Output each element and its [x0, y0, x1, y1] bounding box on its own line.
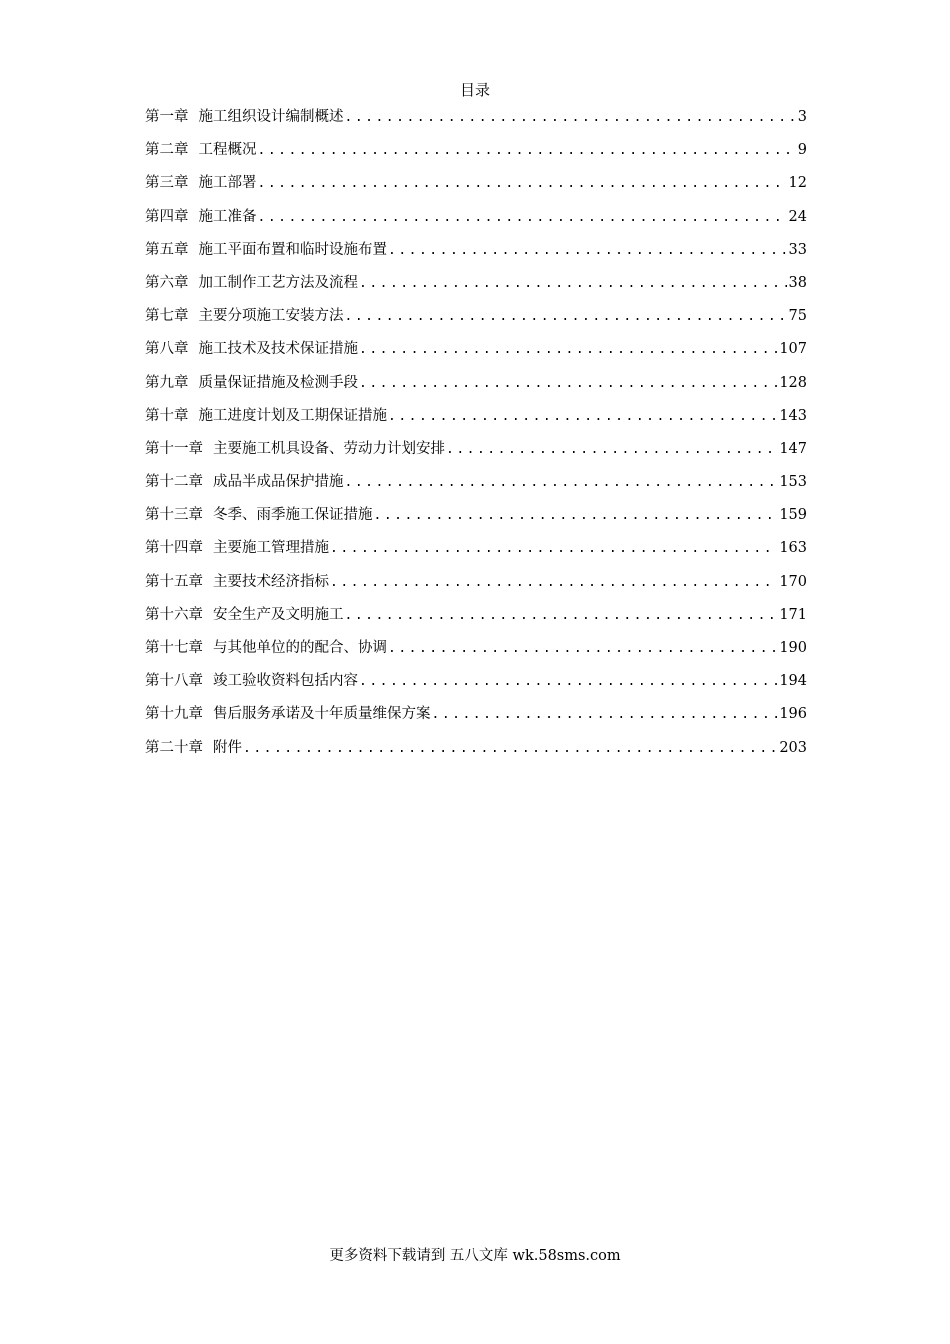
toc-page-number: 190	[779, 640, 807, 656]
toc-chapter-label: 第七章	[145, 308, 189, 325]
toc-entry[interactable]	[145, 206, 807, 239]
toc-page-number: 159	[779, 507, 807, 524]
toc-chapter-label: 第四章	[145, 208, 189, 225]
toc-entry-title: 主要分项施工安装方法	[198, 308, 344, 325]
toc-title: 目录	[459, 81, 490, 99]
toc-entry-title: 质量保证措施及检测手段	[198, 374, 358, 391]
toc-entry[interactable]	[145, 372, 807, 405]
toc-leader-dots	[359, 339, 777, 361]
toc-entry[interactable]	[145, 338, 807, 371]
toc-entry[interactable]	[145, 172, 807, 205]
toc-page-number: 33	[788, 241, 807, 258]
toc-leader-dots	[345, 472, 778, 494]
toc-leader-dots	[432, 704, 778, 726]
toc-entry[interactable]	[145, 737, 807, 770]
toc-leader-dots	[374, 505, 778, 527]
toc-entry-title: 冬季、雨季施工保证措施	[213, 507, 373, 524]
toc-chapter-label: 第十二章	[145, 474, 203, 491]
toc-entry[interactable]	[145, 405, 807, 438]
toc-leader-dots	[345, 306, 787, 328]
toc-page-number: 194	[779, 673, 807, 690]
toc-page-number: 196	[779, 706, 807, 723]
toc-entry-title: 安全生产及文明施工	[213, 606, 344, 623]
toc-leader-dots	[243, 738, 777, 760]
toc-chapter-label: 第五章	[145, 241, 189, 258]
toc-entry-title: 施工准备	[198, 208, 257, 225]
toc-chapter-label: 第十一章	[145, 440, 203, 457]
toc-entry-title: 工程概况	[198, 142, 257, 159]
toc-leader-dots	[330, 538, 777, 560]
toc-page-number: 171	[779, 606, 807, 623]
toc-leader-dots	[359, 273, 787, 295]
toc-page-number: 75	[788, 308, 807, 325]
toc-leader-dots	[359, 671, 777, 693]
toc-entry[interactable]	[145, 504, 807, 537]
toc-entry-title: 施工部署	[198, 175, 257, 192]
toc-leader-dots	[345, 107, 796, 129]
toc-chapter-label: 第二十章	[145, 739, 203, 756]
toc-leader-dots	[258, 140, 796, 162]
toc-entry[interactable]	[145, 305, 807, 338]
toc-page-number: 163	[779, 540, 807, 557]
toc-leader-dots	[388, 406, 777, 428]
toc-entry-title: 施工进度计划及工期保证措施	[198, 407, 387, 424]
toc-leader-dots	[330, 572, 777, 594]
toc-entry[interactable]	[145, 139, 807, 172]
toc-page-number: 107	[779, 341, 807, 358]
toc-chapter-label: 第十九章	[145, 706, 203, 723]
toc-chapter-label: 第八章	[145, 341, 189, 358]
toc-entry-title: 与其他单位的的配合、协调	[213, 640, 387, 656]
toc-chapter-label: 第六章	[145, 274, 189, 291]
toc-leader-dots	[359, 373, 777, 395]
toc-entry-title: 售后服务承诺及十年质量维保方案	[213, 706, 431, 723]
toc-entry[interactable]	[145, 670, 807, 703]
toc-page-number: 9	[797, 142, 807, 159]
toc-entry[interactable]	[145, 604, 807, 637]
toc-chapter-label: 第二章	[145, 142, 189, 159]
toc-entry[interactable]	[145, 571, 807, 604]
toc-page-number: 153	[779, 474, 807, 491]
toc-page-number: 147	[779, 440, 807, 457]
toc-page-number: 203	[779, 739, 807, 756]
toc-entry[interactable]	[145, 637, 807, 670]
toc-entry-title: 主要施工管理措施	[213, 540, 329, 557]
toc-leader-dots	[258, 173, 787, 195]
toc-entry[interactable]	[145, 471, 807, 504]
toc-entry-title: 附件	[213, 739, 242, 756]
toc-chapter-label: 第十章	[145, 407, 189, 424]
toc-entry[interactable]	[145, 703, 807, 736]
toc-leader-dots	[388, 638, 777, 660]
toc-chapter-label: 第十八章	[145, 673, 203, 690]
toc-chapter-label: 第一章	[145, 109, 189, 125]
toc-chapter-label: 第十六章	[145, 606, 203, 623]
toc-page-number: 128	[779, 374, 807, 391]
toc-entry-title: 施工平面布置和临时设施布置	[198, 241, 387, 258]
toc-entry-title: 施工技术及技术保证措施	[198, 341, 358, 358]
toc-page-number: 24	[788, 208, 807, 225]
toc-chapter-label: 第三章	[145, 175, 189, 192]
table-of-contents	[145, 106, 807, 770]
toc-chapter-label: 第十四章	[145, 540, 203, 557]
toc-entry-title: 加工制作工艺方法及流程	[198, 274, 358, 291]
toc-entry[interactable]	[145, 106, 807, 139]
toc-entry-title: 主要技术经济指标	[213, 573, 329, 590]
toc-chapter-label: 第十三章	[145, 507, 203, 524]
toc-leader-dots	[258, 207, 787, 229]
toc-chapter-label: 第十七章	[145, 640, 203, 656]
toc-entry[interactable]	[145, 239, 807, 272]
toc-entry-title: 施工组织设计编制概述	[198, 109, 344, 125]
toc-entry-title: 竣工验收资料包括内容	[213, 673, 358, 690]
toc-entry-title: 主要施工机具设备、劳动力计划安排	[213, 440, 445, 457]
toc-page-number: 170	[779, 573, 807, 590]
toc-entry[interactable]	[145, 537, 807, 570]
toc-leader-dots	[388, 240, 787, 262]
toc-entry[interactable]	[145, 272, 807, 305]
toc-page-number: 38	[788, 274, 807, 291]
toc-entry[interactable]	[145, 438, 807, 471]
toc-chapter-label: 第十五章	[145, 573, 203, 590]
toc-page-number: 3	[797, 109, 807, 125]
toc-page-number: 143	[779, 407, 807, 424]
toc-entry-title: 成品半成品保护措施	[213, 474, 344, 491]
toc-page-number: 12	[788, 175, 807, 192]
footer-note: 更多资料下载请到 五八文库 wk.58sms.com	[329, 1248, 621, 1264]
toc-leader-dots	[446, 439, 777, 461]
toc-chapter-label: 第九章	[145, 374, 189, 391]
toc-leader-dots	[345, 605, 778, 627]
